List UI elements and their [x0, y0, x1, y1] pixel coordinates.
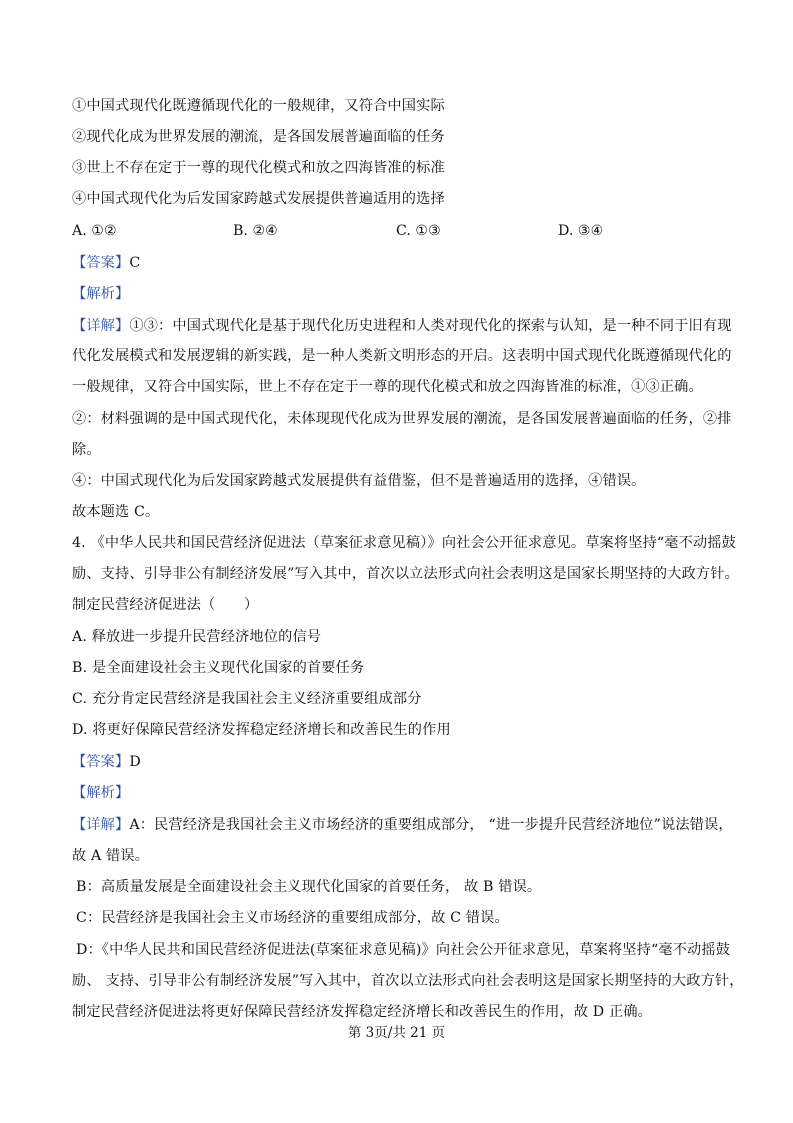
- q3-item-4: ④中国式现代化为后发国家跨越式发展提供普遍适用的选择: [72, 191, 445, 207]
- q4-detail-line-4: C：民营经济是我国社会主义市场经济的重要组成部分，故 C 错误。: [76, 910, 509, 926]
- q4-detail-line-1: [72, 815, 733, 835]
- q3-detail-line-5: 除。: [72, 442, 101, 458]
- q3-answer-tag: 【答案】: [72, 255, 130, 271]
- q4-answer-value: D: [129, 754, 141, 770]
- q4-answer-tag: 【答案】: [72, 754, 130, 770]
- q3-detail-line-2: 代化发展模式和发展逻辑的新实践，是一种人类新文明形态的开启。这表明中国式现代化既遵循现代化的: [72, 348, 732, 364]
- q4-answer: [72, 752, 141, 772]
- q3-item-3: ③世上不存在定于一尊的现代化模式和放之四海皆准的标准: [72, 160, 445, 176]
- q4-option-a: A. 释放进一步提升民营经济地位的信号: [72, 629, 322, 645]
- q3-answer-value: C: [129, 255, 141, 271]
- q4-detail-line-2: 故 A 错误。: [72, 848, 150, 864]
- q4-stem-line-2: 励、支持、引导非公有制经济发展”写入其中，首次以立法形式向社会表明这是国家长期坚持的大政方针。: [72, 566, 739, 582]
- q4-option-d: D. 将更好保障民营经济发挥稳定经济增长和改善民生的作用: [72, 722, 451, 738]
- q3-analysis-tag: 【解析】: [72, 286, 130, 302]
- q4-detail-tag: 【详解】: [72, 817, 130, 833]
- q3-detail-line-6: ④：中国式现代化为后发国家跨越式发展提供有益借鉴，但不是普遍适用的选择，④错误。: [72, 473, 646, 489]
- q3-item-2: ②现代化成为世界发展的潮流，是各国发展普遍面临的任务: [72, 129, 445, 145]
- q3-item-1: ①中国式现代化既遵循现代化的一般规律，又符合中国实际: [72, 98, 445, 114]
- q3-option-c: C. ①③: [396, 223, 441, 239]
- q4-stem-line-1: 4. 《中华人民共和国民营经济促进法（草案征求意见稿）》向社会公开征求意见。草案将坚持“毫不动摇鼓: [72, 535, 736, 551]
- q3-detail-line-1: [72, 316, 732, 336]
- q4-detail-line-3: B：高质量发展是全面建设社会主义现代化国家的首要任务， 故 B 错误。: [76, 879, 542, 895]
- page-footer: 第 3页/共 21 页: [347, 1025, 446, 1041]
- q3-option-a: A. ①②: [72, 223, 117, 239]
- q4-option-b: B. 是全面建设社会主义现代化国家的首要任务: [72, 660, 365, 676]
- q4-detail-line-5: D：《中华人民共和国民营经济促进法(草案征求意见稿)》向社会公开征求意见，草案将坚持“毫不动摇鼓: [76, 942, 731, 958]
- q3-detail-line-4: ②：材料强调的是中国式现代化，未体现现代化成为世界发展的潮流，是各国发展普遍面临的任务，②排: [72, 411, 732, 427]
- q3-detail-line-3: 一般规律，又符合中国实际，世上不存在定于一尊的现代化模式和放之四海皆准的标准，①③正确。: [72, 379, 703, 395]
- q4-detail-line-6: 励、 支持、引导非公有制经济发展”写入其中，首次以立法形式向社会表明这是国家长期坚持的大政方针，: [72, 973, 744, 989]
- q3-answer: [72, 253, 140, 273]
- q3-detail-tag: 【详解】: [72, 318, 130, 334]
- q3-option-d: D. ③④: [558, 223, 604, 239]
- q4-detail-line-7: 制定民营经济促进法将更好保障民营经济发挥稳定经济增长和改善民生的作用，故 D 正确。: [72, 1004, 653, 1020]
- q4-option-c: C. 充分肯定民营经济是我国社会主义经济重要组成部分: [72, 691, 422, 707]
- q4-stem-line-3: 制定民营经济促进法（ ）: [72, 597, 259, 613]
- q3-option-b: B. ②④: [233, 223, 278, 239]
- q3-detail-text-1: ①③：中国式现代化是基于现代化历史进程和人类对现代化的探索与认知，是一种不同于旧有现: [129, 318, 732, 334]
- q4-analysis-tag: 【解析】: [72, 785, 130, 801]
- q4-detail-text-1: A：民营经济是我国社会主义市场经济的重要组成部分， “进一步提升民营经济地位”说法错误，: [129, 817, 733, 833]
- q3-conclusion: 故本题选 C。: [72, 504, 160, 520]
